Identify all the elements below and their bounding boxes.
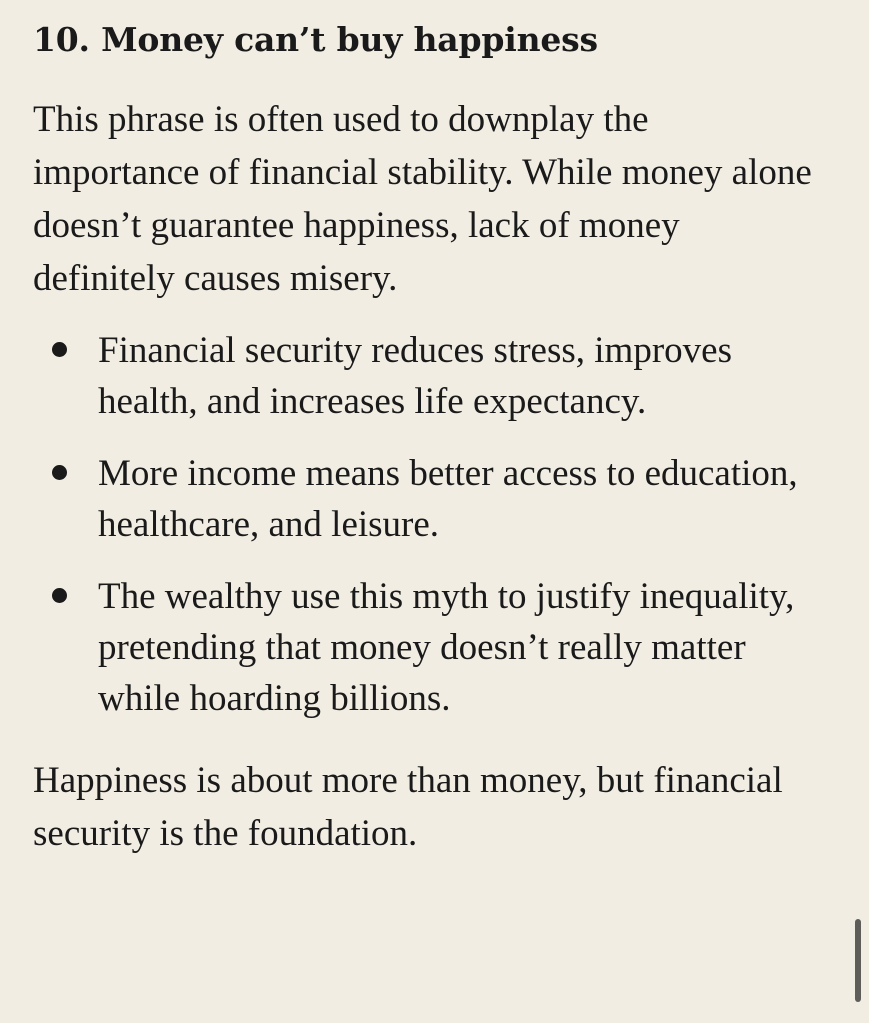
list-item-text: More income means better access to education, healthcare, and leisure. xyxy=(98,453,798,545)
list-item xyxy=(33,571,823,724)
bullet-icon xyxy=(52,465,67,480)
bullet-icon xyxy=(52,342,67,357)
bullet-icon xyxy=(52,588,67,603)
conclusion-paragraph: Happiness is about more than money, but financial security is the foundation. xyxy=(33,760,783,854)
bullet-list xyxy=(33,325,823,724)
scrollbar[interactable] xyxy=(855,919,861,1002)
list-item-text: The wealthy use this myth to justify inequality, pretending that money doesn’t really matter while hoarding billions. xyxy=(98,576,795,719)
article-content xyxy=(33,14,823,860)
list-item xyxy=(33,448,823,550)
section-heading: 10. Money can’t buy happiness xyxy=(33,20,598,59)
intro-paragraph: This phrase is often used to downplay the importance of financial stability. While money alone doesn’t guarantee happiness, lack of money definitely causes misery. xyxy=(33,99,812,299)
list-item-text: Financial security reduces stress, improves health, and increases life expectancy. xyxy=(98,330,732,422)
list-item xyxy=(33,325,823,427)
